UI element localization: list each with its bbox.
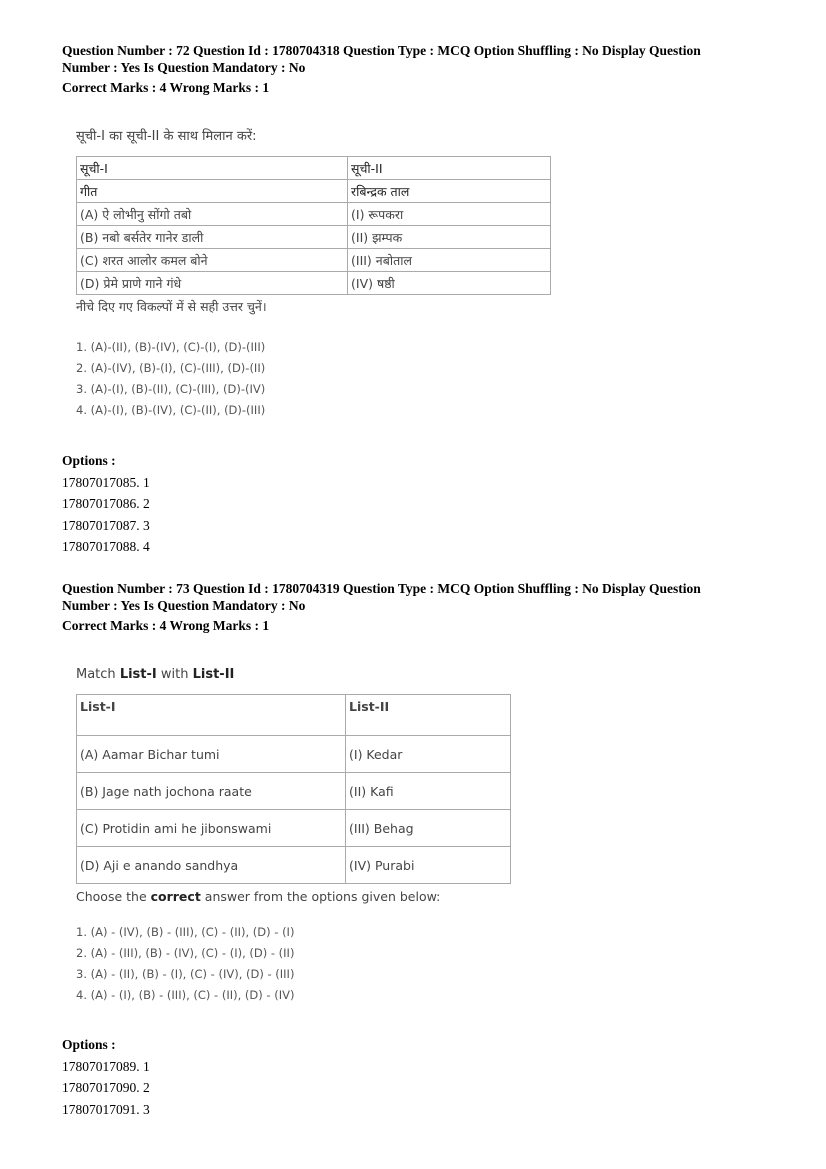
table-row bbox=[77, 157, 551, 180]
table-row bbox=[77, 695, 511, 736]
answer-choices bbox=[76, 337, 551, 421]
table-cell: सूची-I bbox=[77, 157, 348, 180]
instruction-bold: correct bbox=[150, 889, 201, 904]
table-cell: (B) नबो बर्सतेर गानेर डाली bbox=[77, 226, 348, 249]
table-cell: (III) नबोताल bbox=[348, 249, 551, 272]
question-meta: Number : Yes Is Question Mandatory : No bbox=[62, 598, 306, 613]
instruction-text: Choose the bbox=[76, 889, 151, 904]
table-cell: (I) रूपकरा bbox=[348, 203, 551, 226]
question-73-image bbox=[76, 667, 511, 1006]
table-cell: (II) Kafi bbox=[346, 773, 511, 810]
table-cell: (II) झम्पक bbox=[348, 226, 551, 249]
table-cell: सूची-II bbox=[348, 157, 551, 180]
instruction-text: answer from the options given below: bbox=[200, 889, 441, 904]
option-item: 17807017085. 1 bbox=[62, 474, 150, 490]
answer-choice: 3. (A) - (II), (B) - (I), (C) - (IV), (D) - (III) bbox=[76, 967, 295, 981]
answer-choices bbox=[76, 922, 511, 1006]
table-row bbox=[77, 773, 511, 810]
table-cell: (IV) Purabi bbox=[346, 847, 511, 884]
question-73-options bbox=[62, 1034, 150, 1120]
table-row bbox=[77, 272, 551, 295]
question-instruction bbox=[76, 889, 511, 904]
table-cell: (IV) षष्ठी bbox=[348, 272, 551, 295]
match-table bbox=[76, 156, 551, 295]
table-row bbox=[77, 810, 511, 847]
question-72-options bbox=[62, 450, 150, 558]
question-73-header bbox=[62, 580, 762, 634]
answer-choice: 3. (A)-(I), (B)-(II), (C)-(III), (D)-(IV) bbox=[76, 382, 266, 396]
table-cell: (B) Jage nath jochona raate bbox=[77, 773, 346, 810]
table-row bbox=[77, 249, 551, 272]
options-header: Options : bbox=[62, 1037, 116, 1052]
question-meta: Number : Yes Is Question Mandatory : No bbox=[62, 60, 306, 75]
table-cell: (A) Aamar Bichar tumi bbox=[77, 736, 346, 773]
table-cell: (I) Kedar bbox=[346, 736, 511, 773]
table-cell: (III) Behag bbox=[346, 810, 511, 847]
question-72-header bbox=[62, 42, 762, 96]
question-meta: Question Number : 73 Question Id : 1780704319 Question Type : MCQ Option Shuffling : No Display Question bbox=[62, 581, 701, 596]
table-cell: (C) शरत आलोर कमल बोने bbox=[77, 249, 348, 272]
option-item: 17807017091. 3 bbox=[62, 1101, 150, 1117]
question-meta: Question Number : 72 Question Id : 1780704318 Question Type : MCQ Option Shuffling : No Display Question bbox=[62, 43, 701, 58]
table-row bbox=[77, 203, 551, 226]
table-cell: List-I bbox=[77, 695, 346, 736]
table-cell: रबिन्द्रक ताल bbox=[348, 180, 551, 203]
answer-choice: 1. (A) - (IV), (B) - (III), (C) - (II), (D) - (I) bbox=[76, 925, 295, 939]
options-header: Options : bbox=[62, 453, 116, 468]
answer-choice: 4. (A) - (I), (B) - (III), (C) - (II), (D) - (IV) bbox=[76, 988, 295, 1002]
option-item: 17807017090. 2 bbox=[62, 1080, 150, 1095]
table-cell: List-II bbox=[346, 695, 511, 736]
question-marks: Correct Marks : 4 Wrong Marks : 1 bbox=[62, 80, 270, 95]
answer-choice: 2. (A) - (III), (B) - (IV), (C) - (I), (D) - (II) bbox=[76, 946, 295, 960]
table-row bbox=[77, 847, 511, 884]
prompt-text: with bbox=[156, 667, 193, 682]
option-item: 17807017089. 1 bbox=[62, 1058, 150, 1074]
prompt-text: Match bbox=[76, 667, 120, 682]
prompt-bold: List-II bbox=[192, 667, 235, 682]
answer-choice: 2. (A)-(IV), (B)-(I), (C)-(III), (D)-(II) bbox=[76, 361, 266, 375]
table-cell: (D) Aji e anando sandhya bbox=[77, 847, 346, 884]
option-item: 17807017087. 3 bbox=[62, 517, 150, 533]
question-instruction: नीचे दिए गए विकल्पों में से सही उत्तर चुनें। bbox=[76, 299, 267, 314]
option-item: 17807017088. 4 bbox=[62, 539, 150, 554]
table-row bbox=[77, 180, 551, 203]
table-cell: (D) प्रेमे प्राणे गाने गंधे bbox=[77, 272, 348, 295]
question-prompt bbox=[76, 667, 511, 682]
option-item: 17807017086. 2 bbox=[62, 496, 150, 511]
question-marks: Correct Marks : 4 Wrong Marks : 1 bbox=[62, 618, 270, 633]
table-cell: (C) Protidin ami he jibonswami bbox=[77, 810, 346, 847]
table-cell: (A) ऐ लोभीनु सोंगो तबो bbox=[77, 203, 348, 226]
answer-choice: 4. (A)-(I), (B)-(IV), (C)-(II), (D)-(III) bbox=[76, 403, 266, 417]
match-table bbox=[76, 694, 511, 884]
table-cell: गीत bbox=[77, 180, 348, 203]
table-row bbox=[77, 226, 551, 249]
question-72-image bbox=[76, 126, 551, 421]
table-row bbox=[77, 736, 511, 773]
answer-choice: 1. (A)-(II), (B)-(IV), (C)-(I), (D)-(III) bbox=[76, 340, 266, 354]
prompt-bold: List-I bbox=[119, 667, 157, 682]
question-prompt: सूची-I का सूची-II के साथ मिलान करें: bbox=[76, 129, 257, 144]
